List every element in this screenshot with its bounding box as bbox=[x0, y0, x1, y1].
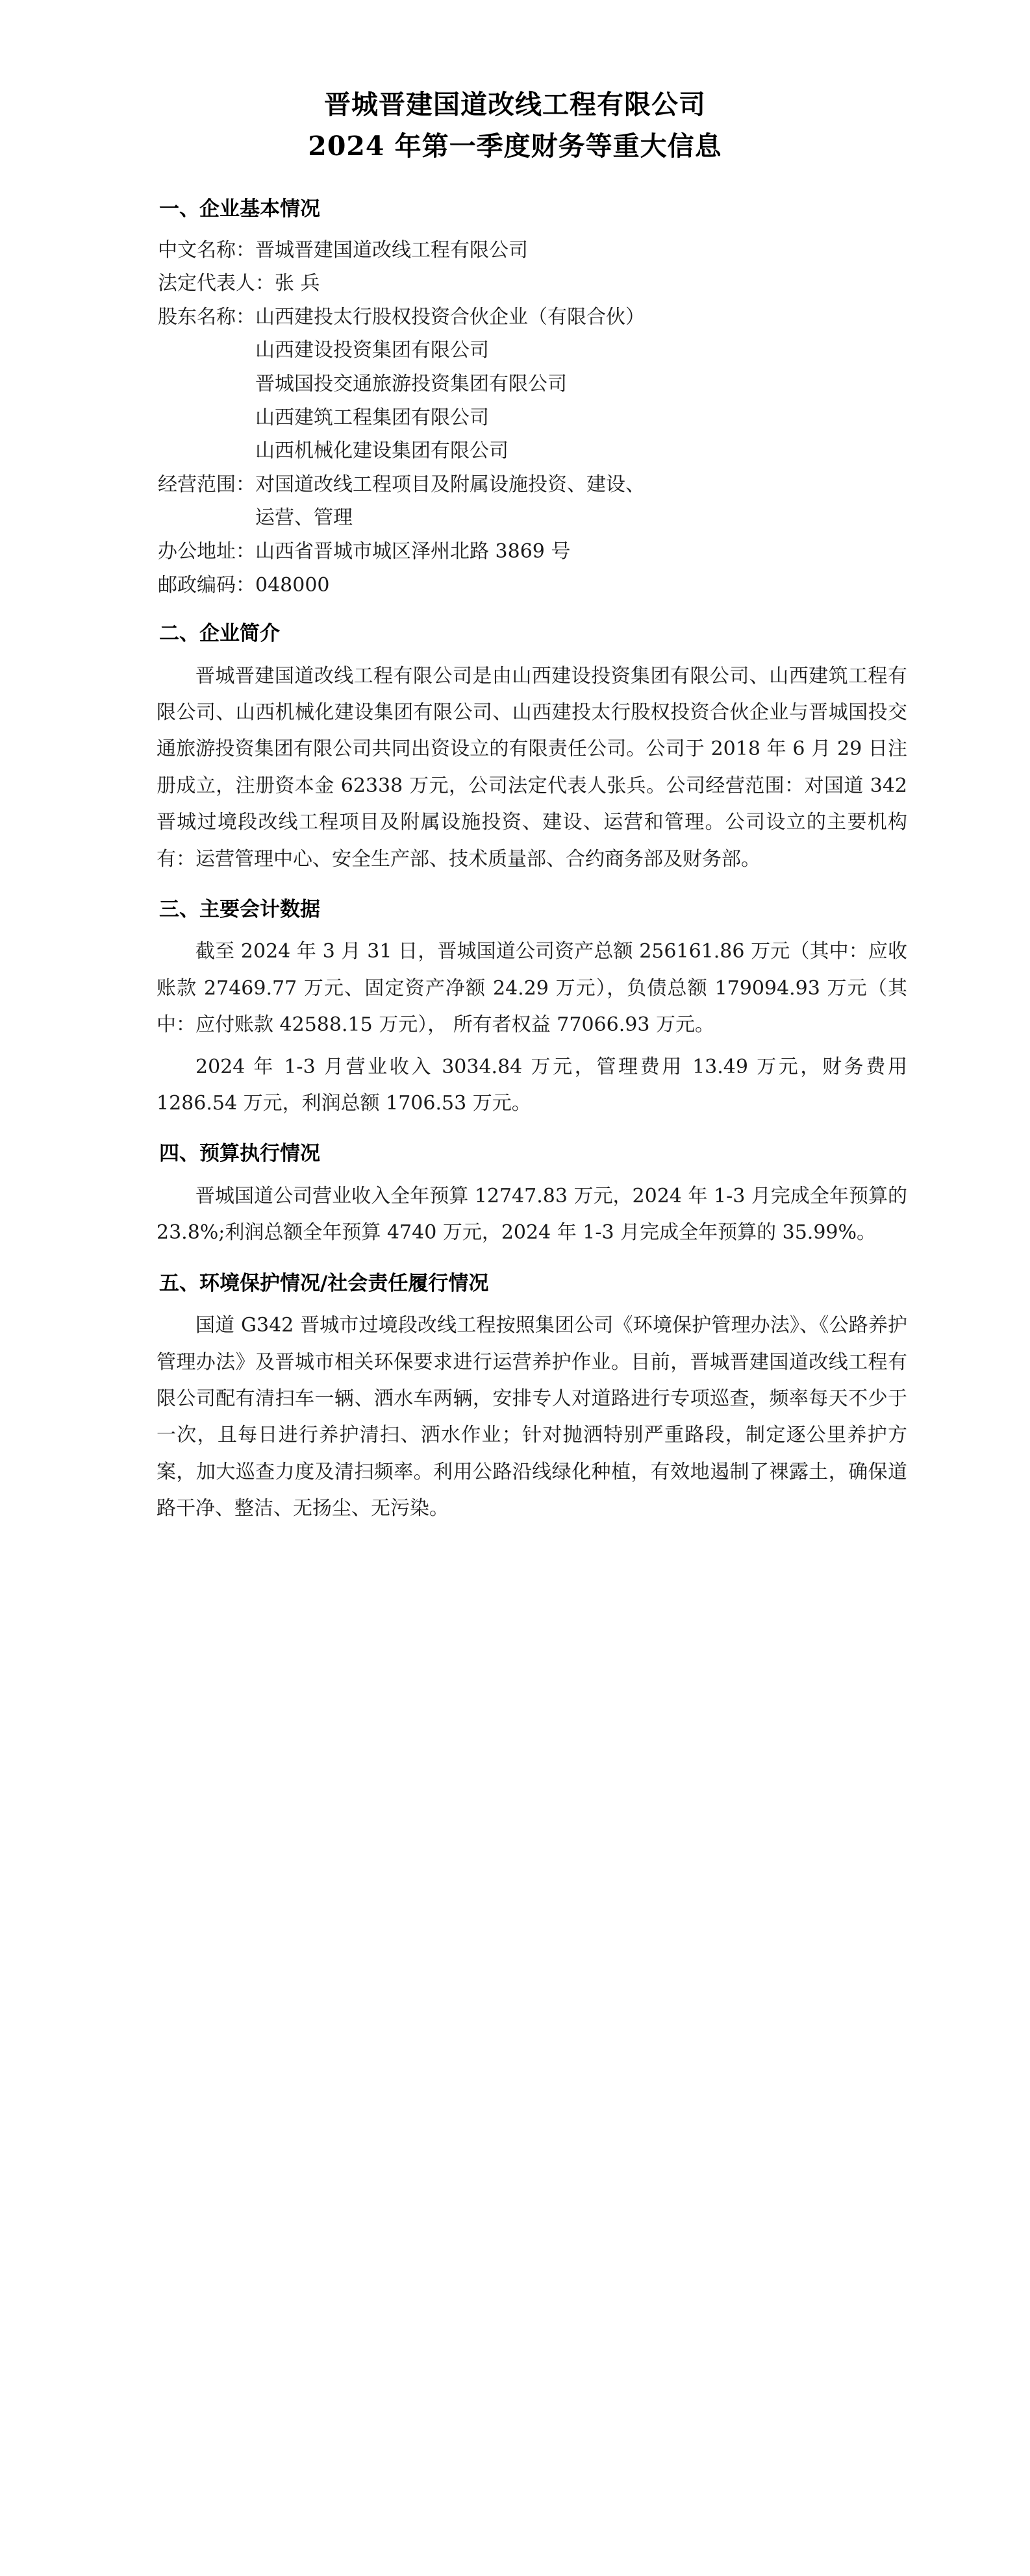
field-office-address-label: 办公地址： bbox=[158, 539, 255, 563]
field-business-scope-label: 经营范围： bbox=[158, 473, 255, 496]
field-business-scope bbox=[120, 468, 910, 502]
section-heading-company-profile: 二、企业简介 bbox=[159, 622, 280, 646]
field-chinese-name bbox=[120, 234, 910, 267]
shareholder-item: 晋城国投交通旅游投资集团有限公司 bbox=[255, 372, 567, 395]
field-chinese-name-value: 晋城晋建国道改线工程有限公司 bbox=[255, 238, 528, 262]
section-heading-basic-info: 一、企业基本情况 bbox=[159, 197, 320, 221]
field-shareholders-value: 山西建投太行股权投资合伙企业（有限合伙） bbox=[255, 305, 645, 328]
page-title-line-1: 晋城晋建国道改线工程有限公司 bbox=[324, 89, 706, 120]
paragraph-accounting-data-1: 截至 2024 年 3 月 31 日，晋城国道公司资产总额 256161.86 万元（其中：应收账款 27469.77 万元、固定资产净额 24.29 万元），负债总额 179094.93 万元（其中：应付账款 42588.15 万元）， 所有者权益 77066.93 万元。 bbox=[157, 940, 907, 1037]
field-legal-representative bbox=[120, 267, 910, 301]
field-postcode-label: 邮政编码： bbox=[158, 573, 255, 597]
shareholder-item: 山西机械化建设集团有限公司 bbox=[255, 440, 509, 463]
field-shareholders-label: 股东名称： bbox=[158, 305, 255, 328]
section-heading-budget-execution: 四、预算执行情况 bbox=[159, 1142, 320, 1166]
field-postcode bbox=[120, 569, 910, 602]
field-chinese-name-label: 中文名称： bbox=[158, 238, 255, 262]
section-heading-environment-social: 五、环境保护情况/社会责任履行情况 bbox=[159, 1271, 489, 1295]
paragraph-accounting-data-2: 2024 年 1-3 月营业收入 3034.84 万元，管理费用 13.49 万元，财务费用 1286.54 万元，利润总额 1706.53 万元。 bbox=[157, 1055, 907, 1115]
field-shareholders bbox=[120, 301, 910, 334]
page-title-line-2: 2024 年第一季度财务等重大信息 bbox=[308, 130, 722, 162]
field-legal-representative-label: 法定代表人： bbox=[158, 272, 275, 295]
page-title bbox=[120, 84, 910, 167]
field-office-address-value: 山西省晋城市城区泽州北路 3869 号 bbox=[255, 539, 571, 563]
paragraph-budget-execution: 晋城国道公司营业收入全年预算 12747.83 万元，2024 年 1-3 月完成全年预算的 23.8%;利润总额全年预算 4740 万元，2024 年 1-3 月完成全年预算的 35.99%。 bbox=[157, 1184, 907, 1245]
field-business-scope-value-cont: 运营、管理 bbox=[255, 506, 353, 530]
field-legal-representative-value: 张 兵 bbox=[275, 272, 320, 295]
field-office-address bbox=[120, 535, 910, 569]
paragraph-company-profile: 晋城晋建国道改线工程有限公司是由山西建设投资集团有限公司、山西建筑工程有限公司、山西机械化建设集团有限公司、山西建投太行股权投资合伙企业与晋城国投交通旅游投资集团有限公司共同出资设立的有限责任公司。公司于 2018 年 6 月 29 日注册成立，注册资本金 62338 万元，公司法定代表人张兵。公司经营范围：对国道 342 晋城过境段改线工程项目及附属设施投资、建设、运营和管理。公司设立的主要机构有：运营管理中心、安全生产部、技术质量部、合约商务部及财务部。 bbox=[157, 664, 907, 871]
field-postcode-value: 048000 bbox=[255, 573, 330, 597]
section-heading-accounting-data: 三、主要会计数据 bbox=[159, 897, 320, 921]
field-business-scope-value: 对国道改线工程项目及附属设施投资、建设、 bbox=[255, 473, 645, 496]
shareholder-item: 山西建筑工程集团有限公司 bbox=[255, 406, 489, 429]
shareholder-item: 山西建设投资集团有限公司 bbox=[255, 339, 489, 362]
paragraph-environment-social: 国道 G342 晋城市过境段改线工程按照集团公司《环境保护管理办法》、《公路养护管理办法》及晋城市相关环保要求进行运营养护作业。目前，晋城晋建国道改线工程有限公司配有清扫车一辆、洒水车两辆，安排专人对道路进行专项巡查，频率每天不少于一次，且每日进行养护清扫、洒水作业；针对抛洒特别严重路段，制定逐公里养护方案，加大巡查力度及清扫频率。利用公路沿线绿化种植，有效地遏制了裸露土，确保道路干净、整洁、无扬尘、无污染。 bbox=[157, 1314, 907, 1520]
